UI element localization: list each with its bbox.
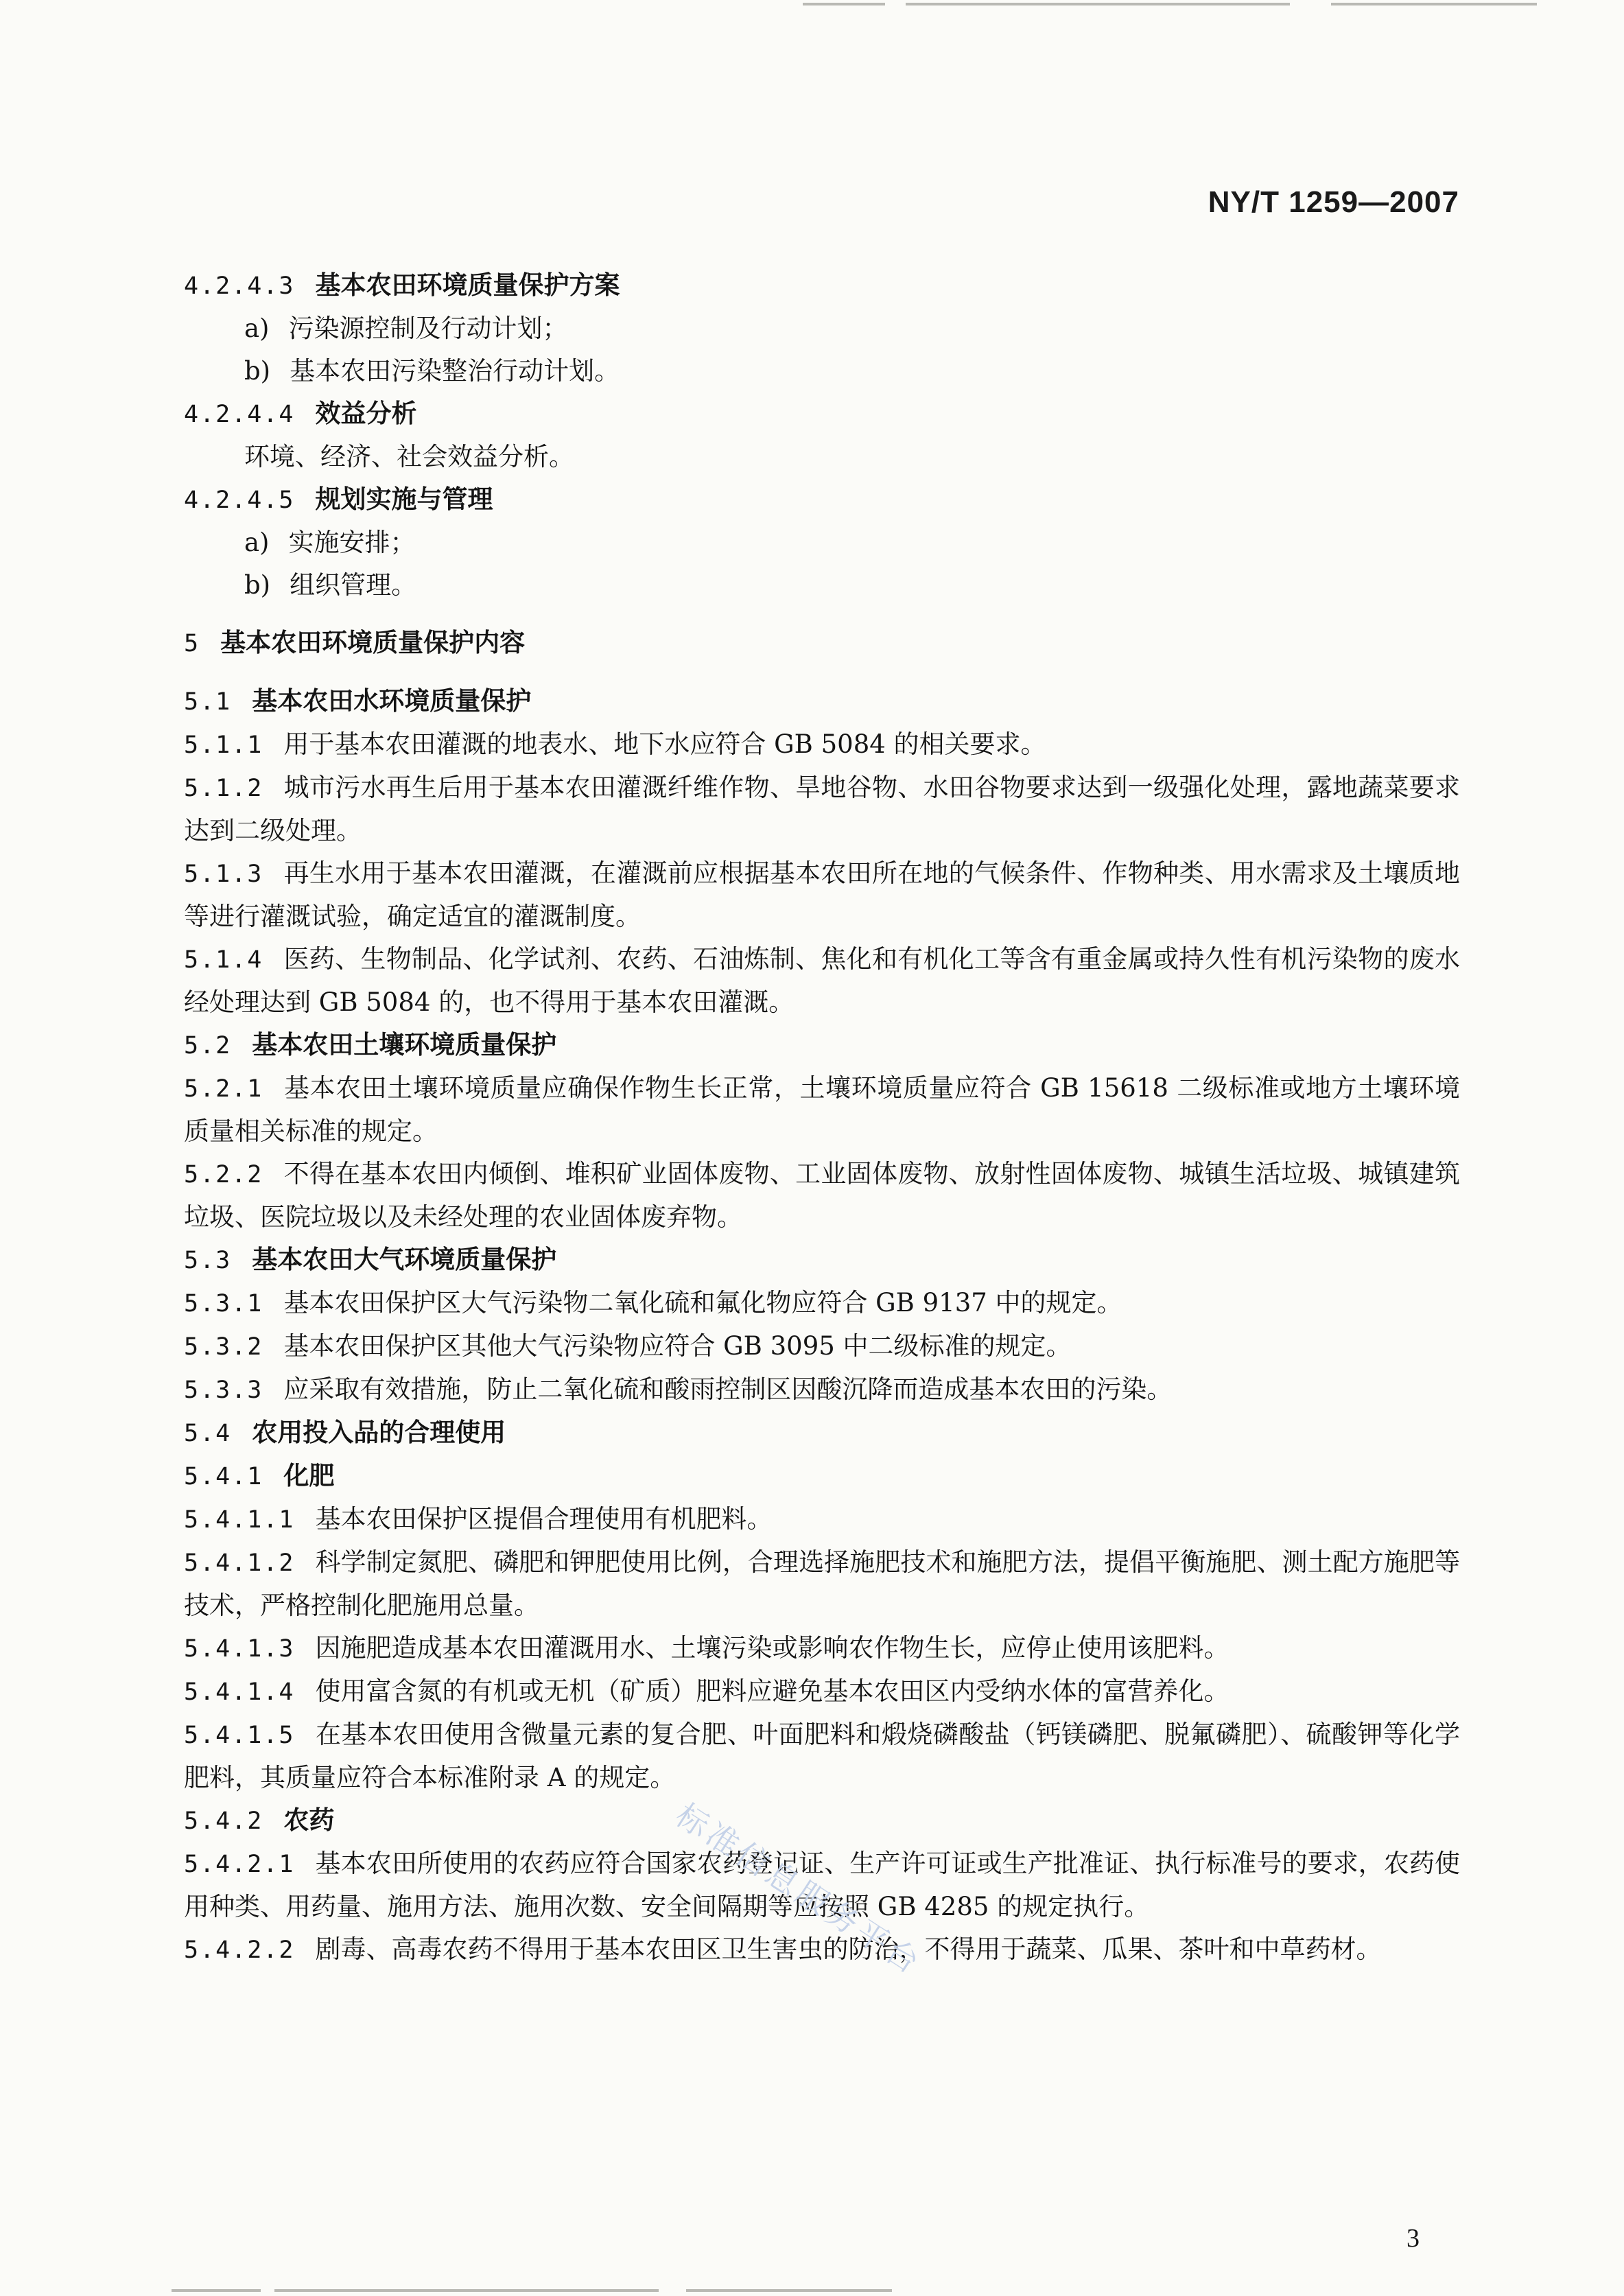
clause-text: 医药、生物制品、化学试剂、农药、石油炼制、焦化和有机化工等含有重金属或持久性有机污染物的废水经处理达到 GB 5084 的，也不得用于基本农田灌溉。 <box>184 944 1460 1017</box>
clause <box>184 1627 1460 1670</box>
clause-text: 用于基本农田灌溉的地表水、地下水应符合 GB 5084 的相关要求。 <box>283 729 1046 759</box>
watermark: 标准信息服务平台 <box>669 1796 929 1983</box>
clause-text: 基本农田土壤环境质量保护 <box>252 1030 557 1059</box>
clause-text: 基本农田环境质量保护内容 <box>220 628 526 657</box>
clause <box>184 1670 1460 1713</box>
clause-number: 5.3.2 <box>184 1333 263 1361</box>
clause-number: 5.4.1.3 <box>184 1635 295 1663</box>
clause-text: 使用富含氮的有机或无机（矿质）肥料应避免基本农田区内受纳水体的富营养化。 <box>315 1676 1229 1706</box>
clause-number: 5.1.4 <box>184 946 263 974</box>
clause-text: 在基本农田使用含微量元素的复合肥、叶面肥料和煅烧磷酸盐（钙镁磷肥、脱氟磷肥）、硫酸钾等化学肥料，其质量应符合本标准附录 A 的规定。 <box>184 1720 1460 1792</box>
scan-edge-mark <box>803 3 885 5</box>
list-item <box>184 564 1460 607</box>
list-label: b) <box>244 356 271 386</box>
clause <box>184 1282 1460 1325</box>
clause <box>184 1498 1460 1541</box>
clause-number: 5.2.1 <box>184 1075 263 1103</box>
clause-number: 5.2.2 <box>184 1161 263 1188</box>
clause-text: 农药 <box>283 1805 335 1835</box>
scan-edge-mark <box>906 3 1290 5</box>
page-number: 3 <box>1407 2224 1420 2253</box>
clause-number: 5.3 <box>184 1247 232 1274</box>
clause <box>184 1067 1460 1153</box>
list-item <box>184 350 1460 393</box>
clause-text: 剧毒、高毒农药不得用于基本农田区卫生害虫的防治，不得用于蔬菜、瓜果、茶叶和中草药材。 <box>315 1934 1382 1964</box>
clause-number: 5.4.2.2 <box>184 1936 295 1964</box>
section-heading <box>184 264 1460 307</box>
list-item <box>184 307 1460 350</box>
clause-text: 化肥 <box>283 1461 335 1490</box>
paragraph <box>184 436 1460 478</box>
list-label: a) <box>244 314 270 343</box>
clause-number: 5 <box>184 630 200 657</box>
clause <box>184 1541 1460 1627</box>
scan-edge-mark <box>686 2289 892 2292</box>
clause-text: 基本农田环境质量保护方案 <box>315 270 620 300</box>
section-heading <box>184 1799 1460 1842</box>
clause <box>184 852 1460 938</box>
clause-text: 农用投入品的合理使用 <box>252 1418 506 1447</box>
clause <box>184 1928 1460 1971</box>
scan-edge-mark <box>172 2289 261 2292</box>
clause-number: 5.1.3 <box>184 860 263 888</box>
clause <box>184 766 1460 852</box>
section-heading <box>184 1411 1460 1455</box>
section-heading <box>184 1455 1460 1498</box>
clause-text: 规划实施与管理 <box>315 484 493 514</box>
clause-text: 基本农田水环境质量保护 <box>252 686 532 716</box>
clause-number: 5.2 <box>184 1032 232 1059</box>
scan-edge-mark <box>1331 3 1537 5</box>
clause-text: 因施肥造成基本农田灌溉用水、土壤污染或影响农作物生长，应停止使用该肥料。 <box>315 1633 1229 1663</box>
clause <box>184 1713 1460 1799</box>
clause-text: 基本农田大气环境质量保护 <box>252 1245 557 1274</box>
clause-number: 5.1.1 <box>184 731 263 759</box>
clause <box>184 1368 1460 1411</box>
clause-number: 5.1.2 <box>184 775 263 802</box>
clause-number: 5.4.1 <box>184 1463 263 1490</box>
clause-text: 基本农田保护区其他大气污染物应符合 GB 3095 中二级标准的规定。 <box>283 1331 1072 1361</box>
clause-number: 5.4.2 <box>184 1807 263 1835</box>
list-label: a) <box>244 528 270 557</box>
clause-text: 环境、经济、社会效益分析。 <box>244 442 574 471</box>
clause-text: 不得在基本农田内倾倒、堆积矿业固体废物、工业固体废物、放射性固体废物、城镇生活垃圾、城镇建筑垃圾、医院垃圾以及未经处理的农业固体废弃物。 <box>184 1159 1460 1232</box>
clause-number: 4.2.4.5 <box>184 487 295 514</box>
clause-number: 5.4.1.1 <box>184 1506 295 1534</box>
clause-number: 5.4.2.1 <box>184 1851 295 1878</box>
clause <box>184 723 1460 766</box>
clause-number: 5.3.3 <box>184 1377 263 1404</box>
clause-text: 组织管理。 <box>290 570 417 600</box>
clause-text: 基本农田所使用的农药应符合国家农药登记证、生产许可证或生产批准证、执行标准号的要求，农药使用种类、用药量、施用方法、施用次数、安全间隔期等应按照 GB 4285 的规定执行。 <box>184 1849 1460 1921</box>
clause-number: 5.4.1.2 <box>184 1549 295 1577</box>
clause-number: 5.4 <box>184 1420 232 1447</box>
clause <box>184 938 1460 1024</box>
clause-text: 再生水用于基本农田灌溉，在灌溉前应根据基本农田所在地的气候条件、作物种类、用水需求及土壤质地等进行灌溉试验，确定适宜的灌溉制度。 <box>184 858 1460 931</box>
clause-number: 5.4.1.5 <box>184 1722 295 1749</box>
document-body <box>184 264 1460 1971</box>
clause-text: 基本农田土壤环境质量应确保作物生长正常，土壤环境质量应符合 GB 15618 二级标准或地方土壤环境质量相关标准的规定。 <box>184 1073 1460 1146</box>
clause <box>184 1325 1460 1368</box>
clause-number: 5.4.1.4 <box>184 1678 295 1706</box>
clause-text: 科学制定氮肥、磷肥和钾肥使用比例，合理选择施肥技术和施肥方法，提倡平衡施肥、测土配方施肥等技术，严格控制化肥施用总量。 <box>184 1547 1460 1620</box>
clause-text: 污染源控制及行动计划； <box>288 314 568 343</box>
clause-number: 4.2.4.4 <box>184 401 295 428</box>
clause-text: 城市污水再生后用于基本农田灌溉纤维作物、旱地谷物、水田谷物要求达到一级强化处理，露地蔬菜要求达到二级处理。 <box>184 773 1460 845</box>
list-label: b) <box>244 570 271 600</box>
clause-text: 应采取有效措施，防止二氧化硫和酸雨控制区因酸沉降而造成基本农田的污染。 <box>283 1374 1173 1404</box>
clause-text: 基本农田保护区大气污染物二氧化硫和氟化物应符合 GB 9137 中的规定。 <box>283 1288 1122 1317</box>
section-heading <box>184 1024 1460 1067</box>
clause-text: 实施安排； <box>288 528 416 557</box>
clause-number: 5.1 <box>184 688 232 716</box>
clause-text: 效益分析 <box>315 399 417 428</box>
clause-number: 4.2.4.3 <box>184 272 295 300</box>
standard-code: NY/T 1259—2007 <box>1208 185 1459 219</box>
clause-text: 基本农田污染整治行动计划。 <box>290 356 620 386</box>
section-heading <box>184 680 1460 723</box>
clause-number: 5.3.1 <box>184 1290 263 1317</box>
section-heading <box>184 393 1460 436</box>
scan-edge-mark <box>274 2289 659 2292</box>
clause <box>184 1153 1460 1239</box>
list-item <box>184 522 1460 564</box>
section-heading <box>184 478 1460 522</box>
section-heading <box>184 622 1460 665</box>
section-heading <box>184 1239 1460 1282</box>
clause-text: 基本农田保护区提倡合理使用有机肥料。 <box>315 1504 773 1534</box>
